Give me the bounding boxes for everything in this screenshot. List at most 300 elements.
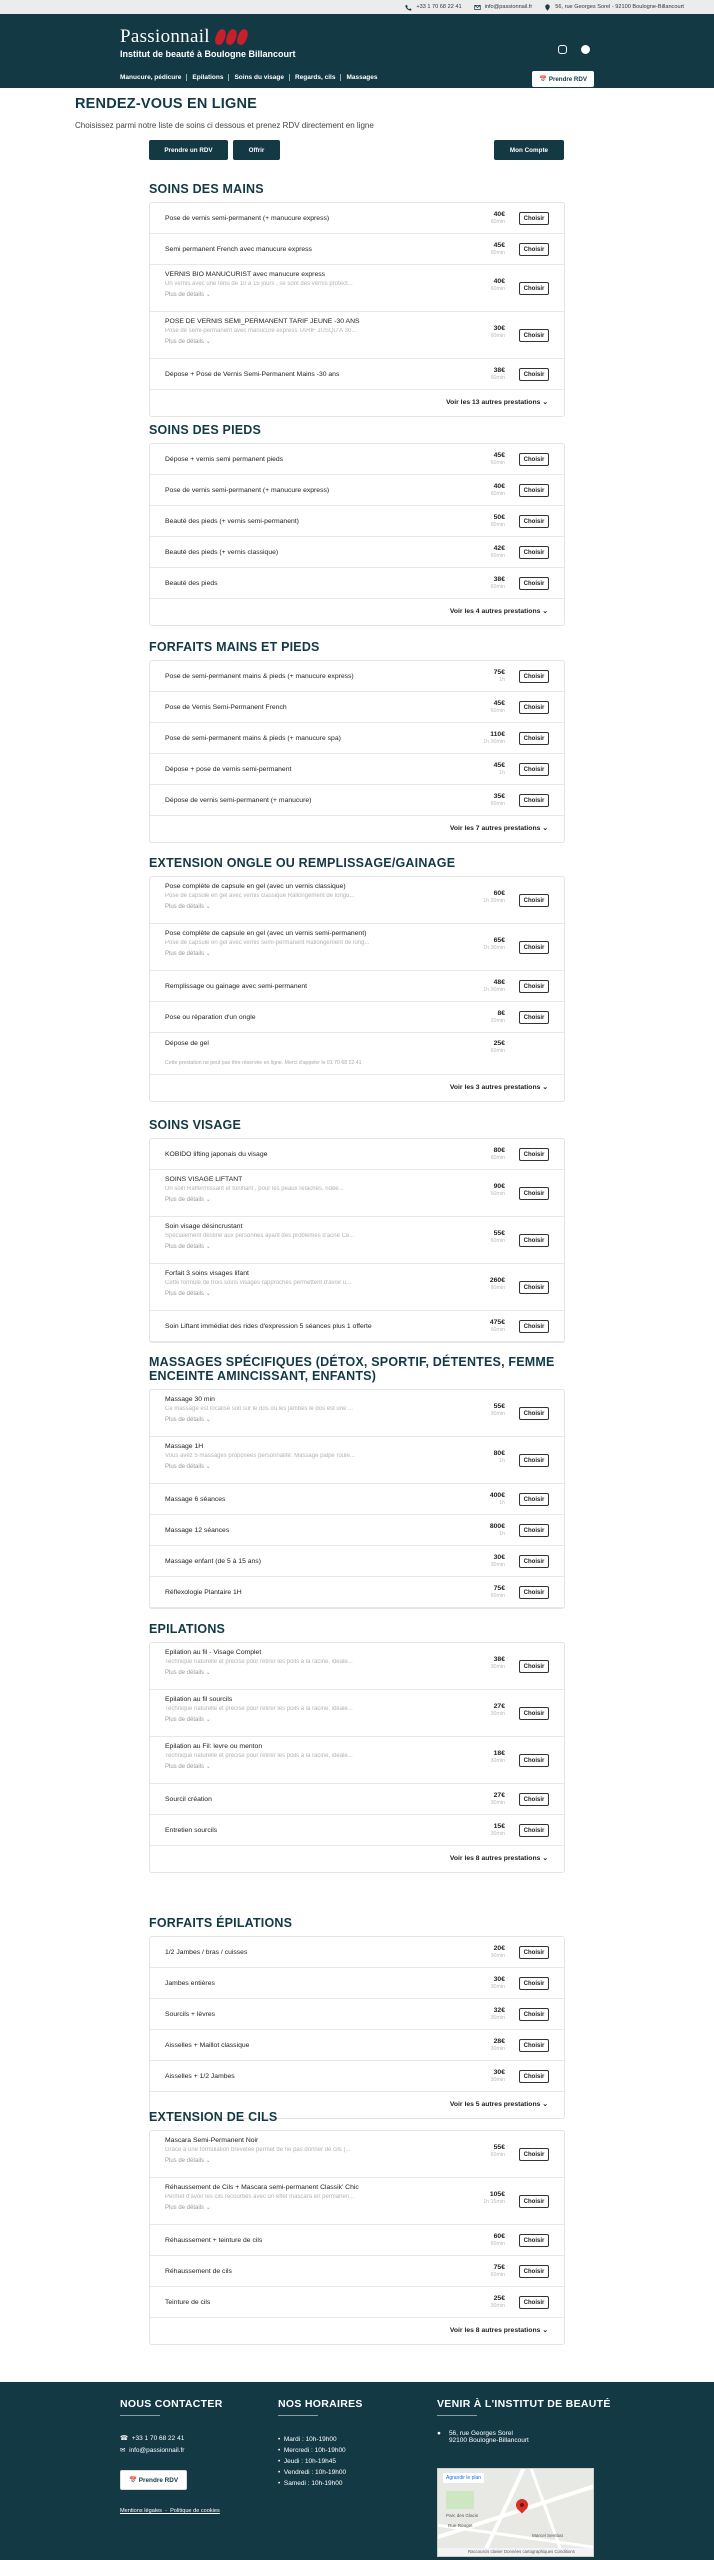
choose-button[interactable]: Choisir xyxy=(519,2265,549,2278)
footer-hours xyxy=(278,2398,363,2489)
plus-details-label: Plus de détails xyxy=(165,951,205,957)
service-row xyxy=(150,877,564,924)
service-price: 75€ xyxy=(493,1585,505,1592)
service-duration: 60min xyxy=(490,250,505,256)
site-header xyxy=(0,14,714,88)
nav-item-manucure[interactable]: Manucure, pédicure xyxy=(120,74,182,81)
service-price: 45€ xyxy=(493,242,505,249)
see-more-label: Voir les 7 autres prestations xyxy=(449,825,541,832)
service-row xyxy=(150,1002,564,1033)
choose-button[interactable]: Choisir xyxy=(519,670,549,683)
facebook-icon[interactable] xyxy=(581,45,590,54)
chevron-down-icon: ⌄ xyxy=(204,951,211,957)
chevron-down-icon: ⌄ xyxy=(540,1855,548,1862)
map-pin-icon xyxy=(544,4,551,11)
choose-button[interactable]: Choisir xyxy=(519,329,549,342)
plus-details-link[interactable] xyxy=(165,1716,211,1723)
service-row xyxy=(150,312,564,359)
section-title: FORFAITS MAINS ET PIEDS xyxy=(149,640,320,654)
service-name: Dépose + vernis semi permanent pieds xyxy=(165,456,284,463)
choose-button[interactable]: Choisir xyxy=(519,2296,549,2309)
service-name: Réhaussement de cils xyxy=(165,2268,232,2275)
service-description: Pose de capsule en gel avec vernis classique Rallongement de longu... xyxy=(165,893,355,899)
section-title: EXTENSION DE CILS xyxy=(149,2110,278,2124)
service-duration: 30min xyxy=(490,1953,505,1959)
chevron-down-icon: ⌄ xyxy=(540,2101,548,2108)
service-duration: 30min xyxy=(490,1411,505,1417)
service-name: Entretien sourcils xyxy=(165,1827,218,1834)
choose-button[interactable]: Choisir xyxy=(519,763,549,776)
map-enlarge-button[interactable]: Agrandir le plan xyxy=(443,2473,484,2483)
plus-details-label: Plus de détails xyxy=(165,1764,205,1770)
divider xyxy=(278,2415,318,2416)
plus-details-label: Plus de détails xyxy=(165,2158,205,2164)
hours-row: • Vendredi : 10h-19h00 xyxy=(278,2469,347,2476)
service-name: Aisselles + Maillot classique xyxy=(165,2042,250,2049)
service-price: 38€ xyxy=(493,576,505,583)
service-duration: 60min xyxy=(490,553,505,559)
see-more-label: Voir les 5 autres prestations xyxy=(449,2101,541,2108)
choose-button[interactable]: Choisir xyxy=(519,1493,549,1506)
choose-button[interactable]: Choisir xyxy=(519,1977,549,1990)
service-duration: 60min xyxy=(490,1155,505,1161)
service-card xyxy=(149,1936,565,2119)
service-name: Jambes entières xyxy=(165,1980,215,1987)
service-row xyxy=(150,1690,564,1737)
choose-button[interactable]: Choisir xyxy=(519,282,549,295)
service-row xyxy=(150,1311,564,1342)
header-rdv-button[interactable]: 📅 Prendre RDV xyxy=(532,71,594,87)
map-park xyxy=(446,2491,474,2509)
site-footer xyxy=(0,2382,714,2560)
footer-email-text: info@passionnail.fr xyxy=(129,2447,185,2454)
service-row xyxy=(150,1968,564,1999)
choose-button[interactable]: Choisir xyxy=(519,1660,549,1673)
choose-button[interactable]: Choisir xyxy=(519,2195,549,2208)
service-section xyxy=(149,856,565,1102)
choose-button[interactable]: Choisir xyxy=(519,2039,549,2052)
service-row xyxy=(150,1484,564,1515)
choose-button[interactable]: Choisir xyxy=(519,1524,549,1537)
service-duration: 60min xyxy=(490,1238,505,1244)
service-section xyxy=(149,423,565,626)
service-name: Epilation au fil - Visage Complet xyxy=(165,1649,262,1656)
nav-item-massages[interactable]: Massages xyxy=(340,74,382,81)
choose-button[interactable]: Choisir xyxy=(519,212,549,225)
service-section xyxy=(149,1622,565,1873)
service-duration: 20min xyxy=(490,1018,505,1024)
service-name: KOBIDO lifting japonais du visage xyxy=(165,1151,268,1158)
chevron-down-icon: ⌄ xyxy=(204,1197,211,1203)
plus-details-label: Plus de détails xyxy=(165,1464,205,1470)
service-row xyxy=(150,2030,564,2061)
nav-item-soins-visage[interactable]: Soins du visage xyxy=(228,74,289,81)
service-description: Pose de capsule en gel avec vernis semi-permanent Rallongement de long... xyxy=(165,940,370,946)
hours-row: • Jeudi : 10h-19h45 xyxy=(278,2458,336,2465)
service-row xyxy=(150,444,564,475)
topbar-email[interactable] xyxy=(474,4,533,11)
choose-button[interactable]: Choisir xyxy=(519,1234,549,1247)
service-description: Vous avez 5 massages proposées personnalité: Massage palpé roule... xyxy=(165,1453,355,1459)
instagram-icon[interactable] xyxy=(558,45,567,54)
service-name: Pose de semi-permanent mains & pieds (+ manucure spa) xyxy=(165,735,341,742)
service-row xyxy=(150,661,564,692)
chevron-down-icon: ⌄ xyxy=(204,1464,211,1470)
mon-compte-label: Mon Compte xyxy=(509,146,549,154)
service-name: SOINS VISAGE LIFTANT xyxy=(165,1176,243,1183)
service-duration: 1h 20min xyxy=(483,898,505,904)
choose-button[interactable]: Choisir xyxy=(519,1824,549,1837)
service-duration: 1h xyxy=(499,1500,505,1506)
service-description: Technique naturelle et précise pour retirer les poils à la racine, idéale... xyxy=(165,1753,353,1759)
service-price: 15€ xyxy=(493,1823,505,1830)
service-name: Beauté des pieds xyxy=(165,580,218,587)
service-price: 80€ xyxy=(493,1147,505,1154)
service-duration: 1h xyxy=(499,1458,505,1464)
chevron-down-icon: ⌄ xyxy=(204,339,211,345)
plus-details-link[interactable] xyxy=(165,2157,211,2164)
service-description: Grâce à une formulation brevetée permet de ne pas donner de cils (... xyxy=(165,2147,351,2153)
choose-button[interactable]: Choisir xyxy=(519,2234,549,2247)
chevron-down-icon: ⌄ xyxy=(204,1244,211,1250)
service-duration: 1h 30min xyxy=(483,739,505,745)
service-row xyxy=(150,2178,564,2225)
hours-text: Samedi : 10h-19h00 xyxy=(283,2480,343,2487)
service-price: 55€ xyxy=(493,2144,505,2151)
service-section xyxy=(149,2110,565,2345)
hours-text: Jeudi : 10h-19h45 xyxy=(283,2458,336,2465)
plus-details-link[interactable] xyxy=(165,1669,211,1676)
choose-button[interactable]: Choisir xyxy=(519,1407,549,1420)
service-duration: 60min xyxy=(490,1285,505,1291)
footer-phone[interactable]: ☎ +33 1 70 68 22 41 xyxy=(120,2435,185,2442)
service-row xyxy=(150,924,564,971)
chevron-down-icon: ⌄ xyxy=(540,1084,548,1091)
topbar xyxy=(0,0,714,14)
service-name: Pose de vernis semi-permanent (+ manucure express) xyxy=(165,215,330,222)
footer-rdv-button[interactable]: 📅 Prendre RDV xyxy=(120,2470,187,2490)
chevron-down-icon: ⌄ xyxy=(204,904,211,910)
service-price: 30€ xyxy=(493,2069,505,2076)
choose-button[interactable]: Choisir xyxy=(519,732,549,745)
map-label: Rue Rouget xyxy=(448,2523,473,2528)
chevron-down-icon: ⌄ xyxy=(204,292,211,298)
divider xyxy=(120,2415,160,2416)
map-label: Parc des Glacis xyxy=(446,2513,479,2518)
service-row xyxy=(150,1577,564,1608)
service-price: 28€ xyxy=(493,2038,505,2045)
service-row xyxy=(150,475,564,506)
hours-text: Mercredi : 10h-19h00 xyxy=(283,2447,346,2454)
service-name: Soin visage désincrustant xyxy=(165,1223,243,1230)
service-price: 55€ xyxy=(493,1230,505,1237)
service-name: Beauté des pieds (+ vernis classique) xyxy=(165,549,279,556)
section-title: EXTENSION ONGLE OU REMPLISSAGE/GAINAGE xyxy=(149,856,456,870)
service-name: Pose ou réparation d'un ongle xyxy=(165,1014,256,1021)
plus-details-label: Plus de détails xyxy=(165,339,205,345)
plus-details-link[interactable] xyxy=(165,1416,211,1423)
choose-button[interactable]: Choisir xyxy=(519,515,549,528)
service-price: 38€ xyxy=(493,1656,505,1663)
service-price: 60€ xyxy=(493,890,505,897)
plus-details-label: Plus de détails xyxy=(165,1670,205,1676)
prendre-rdv-tab[interactable] xyxy=(149,140,228,160)
service-price: 40€ xyxy=(493,278,505,285)
footer-hours-title: NOS HORAIRES xyxy=(278,2398,363,2410)
page-subtitle: Choisissez parmi notre liste de soins ci dessous et prenez RDV directement en ligne xyxy=(75,121,374,130)
service-row xyxy=(150,1033,564,1075)
service-name: Mascara Semi-Permanent Noir xyxy=(165,2137,259,2144)
service-name: POSE DE VERNIS SEMI_PERMANENT TARIF JEUNE -30 ANS xyxy=(165,318,360,325)
see-more-services[interactable] xyxy=(150,1075,564,1101)
service-row xyxy=(150,971,564,1002)
service-duration: 30min xyxy=(490,1984,505,1990)
choose-button[interactable]: Choisir xyxy=(519,1454,549,1467)
choose-button[interactable]: Choisir xyxy=(519,1555,549,1568)
section-title: FORFAITS ÉPILATIONS xyxy=(149,1916,293,1930)
see-more-services[interactable] xyxy=(150,390,564,416)
plus-details-label: Plus de détails xyxy=(165,1197,205,1203)
service-row xyxy=(150,1643,564,1690)
service-name: VERNIS BIO MANUCURIST avec manucure express xyxy=(165,271,326,278)
service-row xyxy=(150,1264,564,1311)
service-card xyxy=(149,876,565,1102)
plus-details-link[interactable] xyxy=(165,1290,211,1297)
see-more-label: Voir les 13 autres prestations xyxy=(446,399,541,406)
nails-logo-icon xyxy=(216,29,247,45)
choose-button[interactable]: Choisir xyxy=(519,1707,549,1720)
choose-button[interactable]: Choisir xyxy=(519,2070,549,2083)
service-price: 48€ xyxy=(493,979,505,986)
nav-item-regards-cils[interactable]: Regards, cils xyxy=(289,74,340,81)
plus-details-link[interactable] xyxy=(165,338,211,345)
service-description: Permet d'avoir les cils recourbés avec un effet mascara en permanen... xyxy=(165,2194,355,2200)
service-card xyxy=(149,1642,565,1873)
choose-button[interactable]: Choisir xyxy=(519,941,549,954)
chevron-down-icon: ⌄ xyxy=(204,1291,211,1297)
plus-details-link[interactable] xyxy=(165,1196,211,1203)
service-row xyxy=(150,1390,564,1437)
hours-text: Vendredi : 10h-19h00 xyxy=(283,2469,347,2476)
choose-button[interactable]: Choisir xyxy=(519,1011,549,1024)
footer-address xyxy=(437,2430,611,2444)
service-card xyxy=(149,1389,565,1609)
service-section xyxy=(149,1916,565,2119)
service-price: 38€ xyxy=(493,367,505,374)
service-row xyxy=(150,537,564,568)
service-duration: 30min xyxy=(490,1758,505,1764)
service-duration: 60min xyxy=(490,491,505,497)
service-row xyxy=(150,568,564,599)
choose-button[interactable]: Choisir xyxy=(519,577,549,590)
service-name: Réhaussement + teinture de cils xyxy=(165,2237,263,2244)
choose-button[interactable]: Choisir xyxy=(519,1793,549,1806)
plus-details-link[interactable] xyxy=(165,1243,211,1250)
service-name: Massage 30 min xyxy=(165,1396,215,1403)
choose-button[interactable]: Choisir xyxy=(519,701,549,714)
service-name: Remplissage ou gainage avec semi-permanent xyxy=(165,983,308,990)
service-row xyxy=(150,1217,564,1264)
service-row xyxy=(150,1546,564,1577)
topbar-address[interactable] xyxy=(544,4,684,11)
choose-button[interactable]: Choisir xyxy=(519,1148,549,1161)
service-duration: 30min xyxy=(490,2077,505,2083)
service-price: 40€ xyxy=(493,211,505,218)
service-row xyxy=(150,1815,564,1846)
header-rdv-label: Prendre RDV xyxy=(548,76,587,83)
choose-button[interactable]: Choisir xyxy=(519,368,549,381)
plus-details-link[interactable] xyxy=(165,291,211,298)
service-price: 75€ xyxy=(493,2264,505,2271)
choose-button[interactable]: Choisir xyxy=(519,453,549,466)
choose-button[interactable]: Choisir xyxy=(519,1320,549,1333)
service-duration: 60min xyxy=(490,286,505,292)
service-duration: 1h 30min xyxy=(483,987,505,993)
see-more-services[interactable] xyxy=(150,1846,564,1872)
brand[interactable] xyxy=(120,26,296,59)
phone-icon xyxy=(405,4,412,11)
service-card xyxy=(149,660,565,843)
plus-details-label: Plus de détails xyxy=(165,2205,205,2211)
footer-contact-title: NOUS CONTACTER xyxy=(120,2398,223,2410)
see-more-label: Voir les 8 autres prestations xyxy=(449,2327,541,2334)
service-price: 30€ xyxy=(493,1554,505,1561)
service-duration: 60min xyxy=(490,801,505,807)
service-price: 20€ xyxy=(493,1945,505,1952)
divider xyxy=(437,2415,477,2416)
choose-button[interactable]: Choisir xyxy=(519,1281,549,1294)
choose-button[interactable]: Choisir xyxy=(519,794,549,807)
choose-button[interactable]: Choisir xyxy=(519,1586,549,1599)
plus-details-link[interactable] xyxy=(165,2204,211,2211)
service-row xyxy=(150,1515,564,1546)
choose-button[interactable]: Choisir xyxy=(519,2148,549,2161)
mentions-legales-link[interactable]: Mentions légales xyxy=(120,2508,162,2514)
main-nav xyxy=(120,74,383,81)
choose-button[interactable]: Choisir xyxy=(519,1187,549,1200)
choose-button[interactable]: Choisir xyxy=(519,2008,549,2021)
footer-email[interactable]: ✉ info@passionnail.fr xyxy=(120,2447,185,2454)
chevron-down-icon: ⌄ xyxy=(204,1764,211,1770)
service-price: 40€ xyxy=(493,483,505,490)
service-row xyxy=(150,2225,564,2256)
footer-phone-text: +33 1 70 68 22 41 xyxy=(131,2435,185,2442)
choose-button[interactable]: Choisir xyxy=(519,243,549,256)
choose-button[interactable]: Choisir xyxy=(519,546,549,559)
section-title: SOINS DES MAINS xyxy=(149,182,264,196)
chevron-down-icon: ⌄ xyxy=(204,2158,211,2164)
plus-details-link[interactable] xyxy=(165,950,211,957)
service-duration: 1h xyxy=(499,677,505,683)
nav-item-epilations[interactable]: Epilations xyxy=(186,74,228,81)
service-duration: 60min xyxy=(490,708,505,714)
service-name: Réflexologie Plantaire 1H xyxy=(165,1589,242,1596)
service-duration: 1h xyxy=(499,770,505,776)
service-description: Un soin Raffermissant et tonifiant , pour les peaux relâchés, ridée... xyxy=(165,1186,344,1192)
service-description: Technique naturelle et précise pour retirer les poils à la racine, idéale... xyxy=(165,1706,353,1712)
chevron-down-icon: ⌄ xyxy=(540,608,548,615)
mon-compte-button[interactable] xyxy=(494,140,564,160)
choose-button[interactable]: Choisir xyxy=(519,1946,549,1959)
service-duration: 60min xyxy=(490,2241,505,2247)
choose-button[interactable]: Choisir xyxy=(519,894,549,907)
service-name: 1/2 Jambes / bras / cuisses xyxy=(165,1949,248,1956)
topbar-address-text: 56, rue Georges Sorel - 92100 Boulogne-Billancourt xyxy=(555,4,684,10)
service-row xyxy=(150,234,564,265)
service-price: 400€ xyxy=(489,1492,505,1499)
service-name: Aisselles + 1/2 Jambes xyxy=(165,2073,235,2080)
google-map[interactable] xyxy=(437,2468,594,2557)
social-links xyxy=(558,45,590,54)
plus-details-label: Plus de détails xyxy=(165,1291,205,1297)
choose-button[interactable]: Choisir xyxy=(519,484,549,497)
map-label: Marcel Sembat xyxy=(532,2533,563,2538)
plus-details-link[interactable] xyxy=(165,1763,211,1770)
section-title: SOINS VISAGE xyxy=(149,1118,242,1132)
offrir-tab[interactable] xyxy=(233,140,280,160)
service-price: 8€ xyxy=(497,1010,505,1017)
plus-details-link[interactable] xyxy=(165,1463,211,1470)
service-price: 18€ xyxy=(493,1750,505,1757)
chevron-down-icon: ⌄ xyxy=(204,1717,211,1723)
chevron-down-icon: ⌄ xyxy=(204,1670,211,1676)
see-more-label: Voir les 4 autres prestations xyxy=(449,608,541,615)
service-row xyxy=(150,754,564,785)
see-more-services[interactable] xyxy=(150,816,564,842)
address-line-1: 56, rue Georges Sorel xyxy=(448,2430,513,2437)
brand-name: Passionnail xyxy=(120,26,210,47)
service-duration: 60min xyxy=(490,2272,505,2278)
service-row xyxy=(150,723,564,754)
choose-button[interactable]: Choisir xyxy=(519,980,549,993)
cookies-link[interactable]: Politique de cookies xyxy=(170,2508,220,2514)
service-name: Massage 1H xyxy=(165,1443,204,1450)
topbar-phone[interactable] xyxy=(405,4,461,11)
service-note: Cette prestation ne peut pas être réservée en ligne. Merci d'appeler le 01 70 68 22 41 xyxy=(165,1060,362,1066)
service-row xyxy=(150,1737,564,1784)
chevron-down-icon: ⌄ xyxy=(204,2205,211,2211)
see-more-label: Voir les 8 autres prestations xyxy=(449,1855,541,1862)
service-row xyxy=(150,359,564,390)
service-row xyxy=(150,2287,564,2318)
service-duration: 1h 15min xyxy=(483,2199,505,2205)
see-more-services[interactable] xyxy=(150,599,564,625)
section-title: MASSAGES SPÉCIFIQUES (DÉTOX, SPORTIF, DÉTENTES, FEMME ENCEINTE AMINCISSANT, ENFANTS) xyxy=(149,1355,555,1383)
map-pin-icon: ● xyxy=(437,2430,441,2437)
service-duration: 30min xyxy=(490,1800,505,1806)
service-row xyxy=(150,1999,564,2030)
service-price: 45€ xyxy=(493,700,505,707)
service-price: 90€ xyxy=(493,1183,505,1190)
service-duration: 60min xyxy=(490,1191,505,1197)
plus-details-link[interactable] xyxy=(165,903,211,910)
service-name: Dépose + Pose de Vernis Semi-Permanent Mains -30 ans xyxy=(165,371,340,378)
service-duration: 30min xyxy=(490,1831,505,1837)
hours-row: • Samedi : 10h-19h00 xyxy=(278,2480,343,2487)
plus-details-label: Plus de détails xyxy=(165,904,205,910)
service-name: Pose de semi-permanent mains & pieds (+ manucure express) xyxy=(165,673,354,680)
service-section xyxy=(149,1118,565,1343)
service-price: 27€ xyxy=(493,1792,505,1799)
service-duration: 30min xyxy=(490,1664,505,1670)
service-card xyxy=(149,2130,565,2345)
choose-button[interactable]: Choisir xyxy=(519,1754,549,1767)
footer-visit xyxy=(437,2398,611,2444)
service-row xyxy=(150,2131,564,2178)
service-name: Massage enfant (de 5 à 15 ans) xyxy=(165,1558,261,1565)
see-more-services[interactable] xyxy=(150,2318,564,2344)
service-price: 50€ xyxy=(493,514,505,521)
